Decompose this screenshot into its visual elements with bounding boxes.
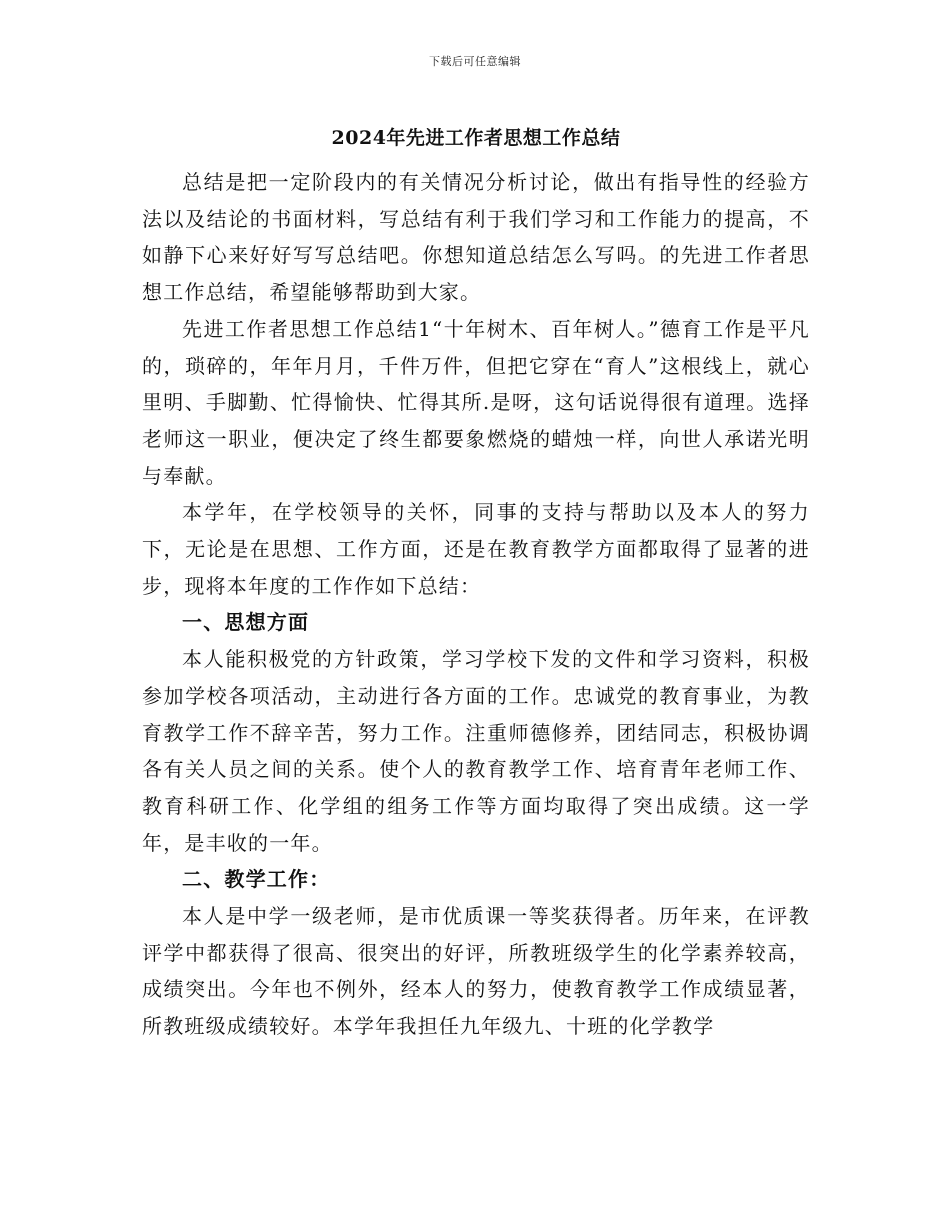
intro-paragraph-1: 总结是把一定阶段内的有关情况分析讨论，做出有指导性的经验方法以及结论的书面材料，写总结有利于我们学习和工作能力的提高，不如静下心来好好写写总结吧。你想知道总结怎么写吗。的先进工作者思想工作总结，希望能够帮助到大家。 xyxy=(142,170,810,305)
intro-paragraph-2: 先进工作者思想工作总结1“十年树木、百年树人。”德育工作是平凡的，琐碎的，年年月月，千件万件，但把它穿在“育人”这根线上，就心里明、手脚勤、忙得愉快、忙得其所.是呀，这句话说得很有道理。选择老师这一职业，便决定了终生都要象燃烧的蜡烛一样，向世人承诺光明与奉献。 xyxy=(142,316,810,488)
page-header-note: 下载后可任意编辑 xyxy=(429,55,521,68)
document-body xyxy=(142,122,810,1045)
section-heading-thought: 一、思想方面 xyxy=(182,610,310,635)
section-paragraph-thought: 本人能积极党的方针政策，学习学校下发的文件和学习资料，积极参加学校各项活动，主动进行各方面的工作。忠诚党的教育事业，为教育教学工作不辞辛苦，努力工作。注重师德修养，团结同志，积极协调各有关人员之间的关系。使个人的教育教学工作、培育青年老师工作、教育科研工作、化学组的组务工作等方面均取得了突出成绩。这一学年，是丰收的一年。 xyxy=(142,647,810,855)
document-title: 2024年先进工作者思想工作总结 xyxy=(331,127,621,149)
section-paragraph-teaching: 本人是中学一级老师，是市优质课一等奖获得者。历年来，在评教评学中都获得了很高、很突出的好评，所教班级学生的化学素养较高，成绩突出。今年也不例外，经本人的努力，使教育教学工作成绩显著，所教班级成绩较好。本学年我担任九年级九、十班的化学教学 xyxy=(142,904,810,1039)
intro-paragraph-3: 本学年，在学校领导的关怀，同事的支持与帮助以及本人的努力下，无论是在思想、工作方面，还是在教育教学方面都取得了显著的进步，现将本年度的工作作如下总结： xyxy=(142,500,810,598)
section-heading-teaching: 二、教学工作： xyxy=(182,867,331,892)
